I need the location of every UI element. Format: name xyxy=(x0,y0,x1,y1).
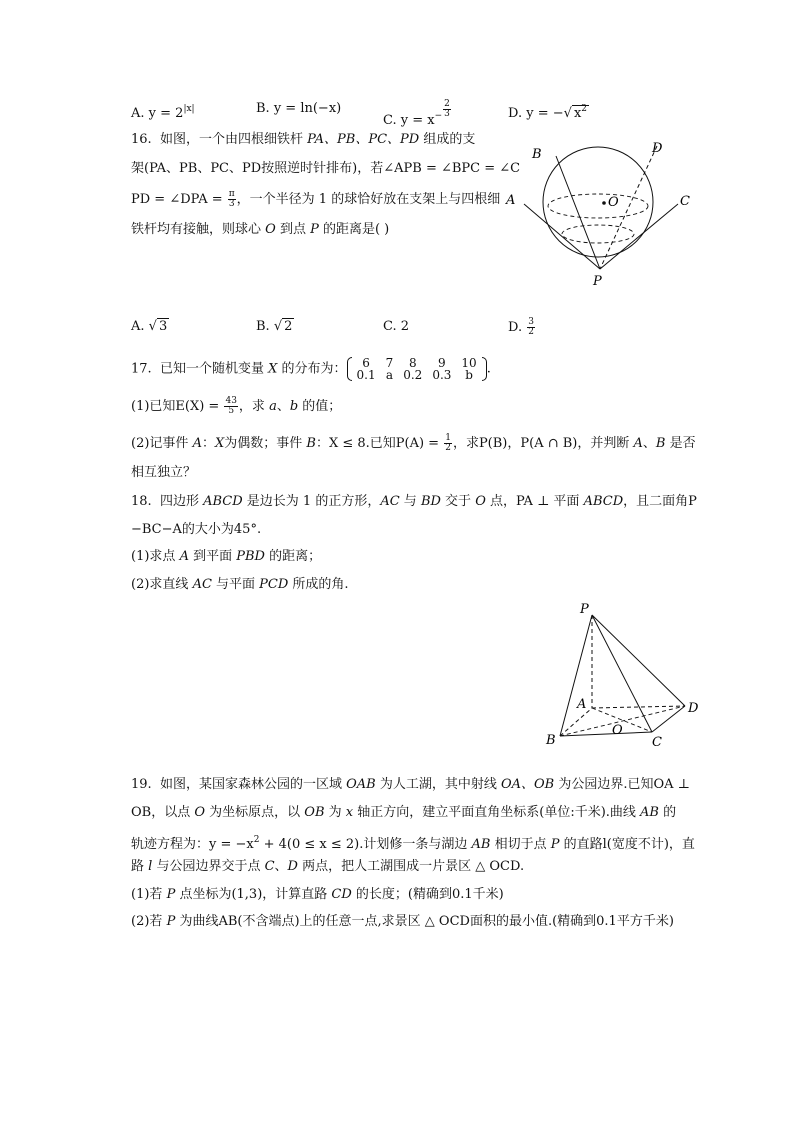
q19-line-1: 19. 如图，某国家森林公园的一区域 OAB 为人工湖，其中射线 OA、OB 为公园边界.已知OA ⊥ xyxy=(131,777,690,792)
q16-option-b: B. √ 2 xyxy=(256,319,293,334)
q16-option-a: A. √ 3 xyxy=(131,319,168,334)
q16-label-b: B xyxy=(532,147,542,162)
q18-pyramid-figure xyxy=(540,600,710,750)
q16-option-d: D. $\frac{3}{2}$ xyxy=(508,317,534,337)
q19-line-2: OB，以点 O 为坐标原点，以 OB 为 x 轴正方向，建立平面直角坐标系(单位:千米).曲线 AB 的 xyxy=(131,805,677,820)
q17-part-2: (2)记事件 A：X为偶数；事件 B：X ≤ 8.已知P(A) = $\frac{1}{2}$ ，求P(B)，P(A ∩ B)，并判断 A、B 是否 xyxy=(131,433,696,453)
q17-intro: 17. 已知一个随机变量 X 的分布为： 6 7 8 9 10 0.1 a 0.2 0.3 b . xyxy=(131,356,491,382)
q15-option-a: A. $y = 2^{|x|}$ xyxy=(131,104,195,121)
q18-label-p: P xyxy=(580,602,589,617)
q16-label-a: A xyxy=(506,193,516,208)
q15-option-d: D. y = −√ $x^2$ xyxy=(508,104,588,121)
q16-option-c: C. 2 xyxy=(383,319,410,334)
q18-label-b: B xyxy=(546,733,556,748)
q16-label-o: O xyxy=(608,195,619,210)
q16-sphere-figure xyxy=(500,138,700,290)
q16-line-4: 铁杆均有接触，则球心 O 到点 P 的距离是( ) xyxy=(131,222,390,237)
q16-line-2: 架(PA、PB、PC、PD按照逆时针排布)，若∠APB = ∠BPC = ∠C xyxy=(131,161,521,176)
q16-label-p: P xyxy=(593,274,602,289)
q19-part-2: (2)若 P 为曲线AB(不含端点)上的任意一点,求景区 △ OCD面积的最小值.(精确到0.1平方千米) xyxy=(131,914,674,929)
q16-label-d: D xyxy=(652,141,663,156)
q15-option-b: B. y = ln(−x) xyxy=(256,101,342,116)
q18-line-2: −BC−A的大小为45°. xyxy=(131,522,262,537)
q17-distribution-matrix: 6 7 8 9 10 0.1 a 0.2 0.3 b xyxy=(347,357,487,381)
q18-part-1: (1)求点 A 到平面 PBD 的距离； xyxy=(131,549,322,564)
q18-line-1: 18. 四边形 ABCD 是边长为 1 的正方形，AC 与 BD 交于 O 点，PA ⊥ 平面 ABCD，且二面角P xyxy=(131,494,697,509)
q16-line-1: 16. 如图，一个由四根细铁杆 PA、PB、PC、PD 组成的支 xyxy=(131,132,476,147)
q18-label-o: O xyxy=(612,723,623,738)
q18-label-a: A xyxy=(577,697,587,712)
q17-part-1: (1)已知E(X) = $\frac{43}{5}$ ，求 a、b 的值； xyxy=(131,396,342,416)
q19-part-1: (1)若 P 点坐标为(1,3)，计算直路 CD 的长度；(精确到0.1千米) xyxy=(131,887,504,902)
q19-line-4: 路 l 与公园边界交于点 C、D 两点，把人工湖围成一片景区 △ OCD. xyxy=(131,859,525,874)
q16-line-3: PD = ∠DPA = $\frac{\pi}{3}$ ，一个半径为 1 的球恰好放在支架上与四根细 xyxy=(131,189,501,209)
q18-label-c: C xyxy=(652,735,662,750)
q16-label-c: C xyxy=(680,194,690,209)
q19-line-3: 轨迹方程为：$y = -x^2 + 4(0 \le x \le 2)$.计划修一条与湖边 AB 相切于点 P 的直路l(宽度不计)，直 xyxy=(131,835,695,852)
q18-label-d: D xyxy=(688,701,699,716)
q15-option-c: C. $y = x^{- \frac{2}{3}}$ xyxy=(383,99,450,128)
q17-part-2-cont: 相互独立？ xyxy=(131,465,197,480)
q18-part-2: (2)求直线 AC 与平面 PCD 所成的角. xyxy=(131,577,349,592)
